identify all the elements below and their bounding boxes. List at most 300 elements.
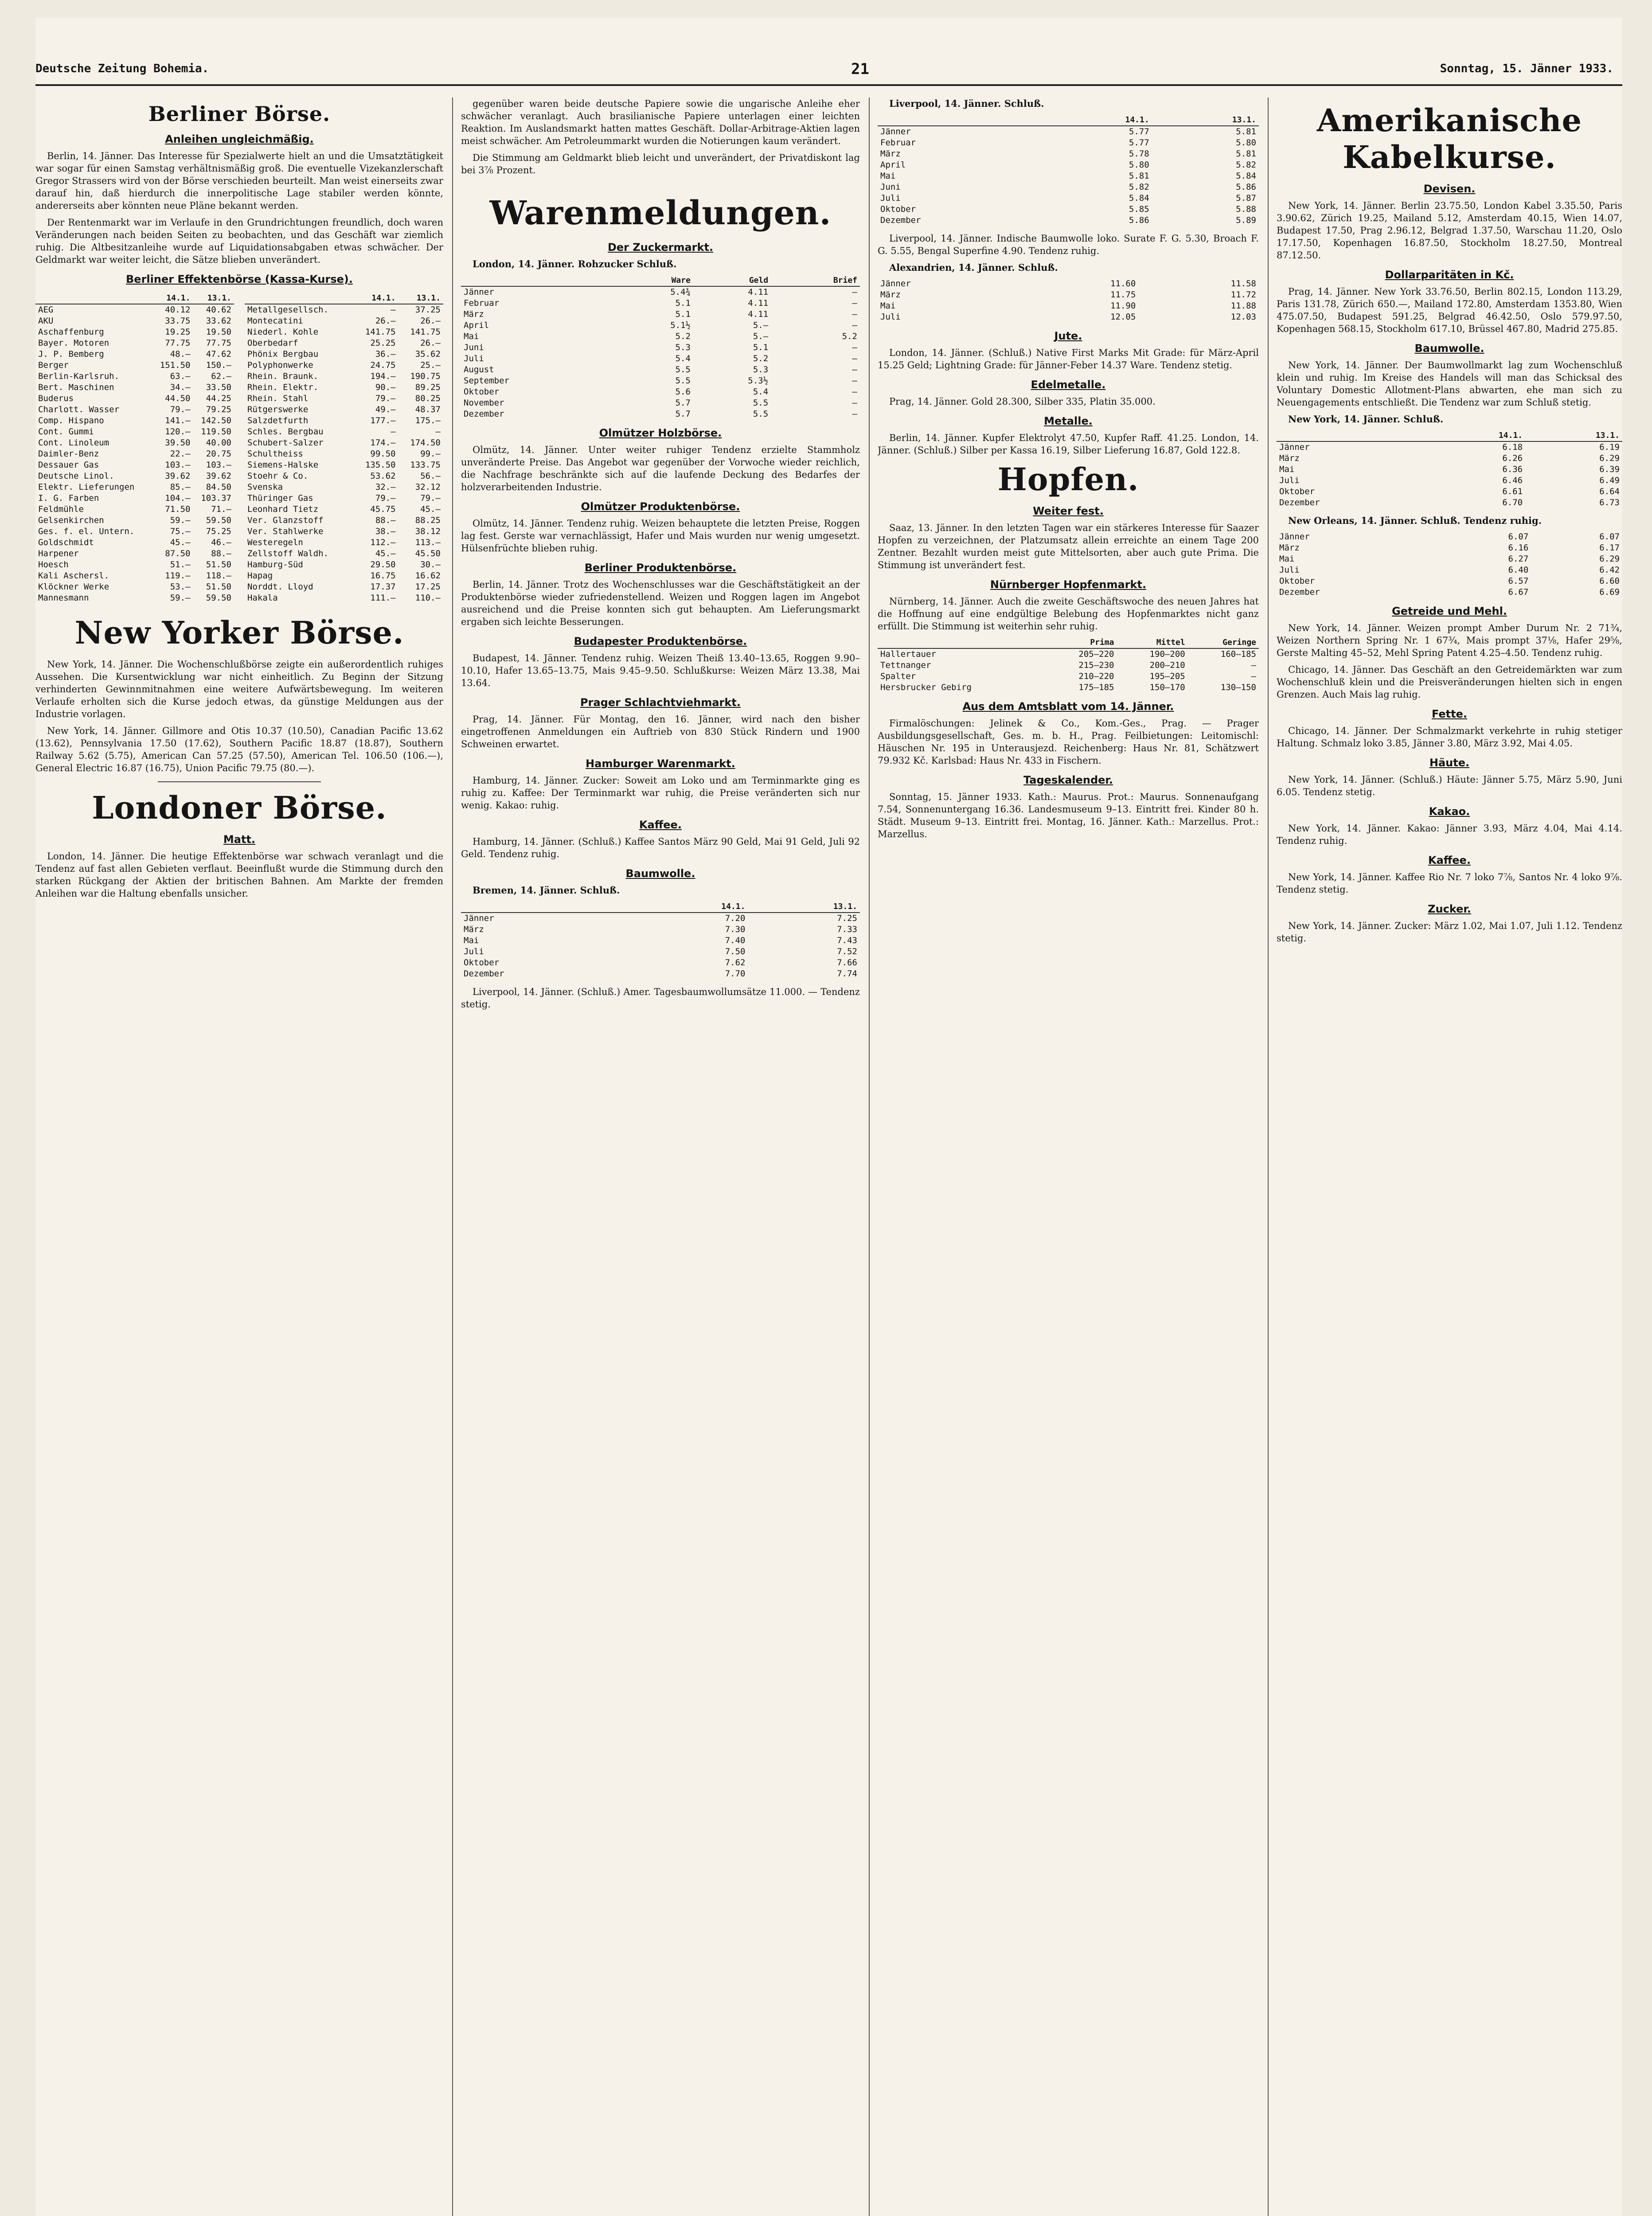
- article-paragraph: Sonntag, 15. Jänner 1933. Kath.: Maurus. Prot.: Maurus. Sonnenaufgang 7.54, Sonnenuntergang 16.36. Landesmuseum 9–13. Eintritt frei. Kinder 80 h. Städt. Museum 9–13. Eintritt frei. Montag, 16. Jänner. Kath.: Marzellus. Prot.: Marzellus.: [878, 792, 1259, 839]
- row-label: Oktober: [880, 204, 916, 214]
- row-label: März: [880, 149, 901, 159]
- row-label: Charlott. Wasser: [38, 405, 120, 414]
- quote-value: 190.75: [410, 371, 441, 381]
- column-header: 13.1.: [1525, 430, 1622, 441]
- newyork-cotton-table: [1277, 430, 1622, 508]
- quote-value: 5.84: [1129, 193, 1149, 203]
- article-paragraph: New York, 14. Jänner. Weizen prompt Amber Durum Nr. 2 71¾, Weizen Northern Spring Nr. 1 67¾, Mais prompt 37⅛, Hafer 29⅝, Gerste Malting 45–52, Mehl Spring Patent 4.25–4.50. Tendenz ruhig.: [1277, 623, 1622, 658]
- column-header: Ware: [616, 275, 693, 286]
- quote-value: 5.1: [675, 298, 691, 308]
- quote-value: 25.25: [370, 338, 396, 348]
- article-paragraph: Die Stimmung am Geldmarkt blieb leicht und unverändert, der Privatdiskont lag bei 3⅞ Prozent.: [461, 152, 860, 176]
- table-row: [461, 286, 860, 298]
- quote-value: 104.—: [165, 493, 191, 503]
- row-label: J. P. Bemberg: [38, 349, 104, 359]
- quote-value: 5.2: [842, 332, 857, 341]
- quote-value: 5.6: [675, 387, 691, 397]
- article-paragraph: Prag, 14. Jänner. Gold 28.300, Silber 335, Platin 35.000.: [889, 396, 1156, 407]
- article-paragraph: Hamburg, 14. Jänner. Zucker: Soweit am Loko und am Terminmarkte ging es ruhig zu. Kaffee: Der Terminmarkt war ruhig, die Preise veränderten sich nur wenig. Kakao: ruhig.: [461, 775, 860, 811]
- quote-value: 141.75: [410, 327, 441, 337]
- quote-value: 5.78: [1129, 149, 1149, 159]
- table-row: [35, 338, 234, 349]
- row-label: Ver. Stahlwerke: [247, 527, 324, 536]
- row-label: Cont. Gummi: [38, 427, 94, 437]
- quote-value: 200–210: [1149, 660, 1185, 670]
- table-row: [245, 515, 443, 526]
- table-row: [245, 349, 443, 360]
- column-header: Geringe: [1188, 637, 1259, 648]
- row-label: Aschaffenburg: [38, 327, 104, 337]
- article-paragraph: Saaz, 13. Jänner. In den letzten Tagen war ein stärkeres Interesse für Saazer Hopfen zu verzeichnen, der Platzumsatz allein erreichte an einem Tage 200 Zentner. Bezahlt wurden meist gute Mittelsorten, aber auch gute Prima. Die Stimmung ist unverändert fest.: [878, 523, 1259, 570]
- quote-value: 7.25: [837, 913, 857, 923]
- row-label: Mai: [464, 332, 479, 341]
- table-row: [35, 504, 234, 515]
- row-label: Juli: [1279, 476, 1300, 485]
- article-paragraph: New York, 14. Jänner. Kaffee Rio Nr. 7 loko 7⅞, Santos Nr. 4 loko 9⅞. Tendenz stetig.: [1277, 872, 1622, 895]
- row-label: Klöckner Werke: [38, 582, 109, 592]
- market-lead: New Orleans, 14. Jänner. Schluß. Tendenz ruhig.: [1288, 515, 1542, 526]
- table-row: [35, 415, 234, 426]
- article-paragraph: Olmütz, 14. Jänner. Unter weiter ruhiger Tendenz erzielte Stammholz unveränderte Preise. Das Angebot war gegenüber der Vorwoche wieder reichlich, die Nachfrage beschränkte sich auf die laufende Deckung des Bedarfes der holzverarbeitenden Industrie.: [461, 445, 860, 492]
- quote-value: 119.—: [165, 571, 191, 581]
- row-label: Schubert-Salzer: [247, 438, 324, 448]
- row-label: Oktober: [1279, 576, 1315, 586]
- quote-value: 111.—: [370, 593, 396, 603]
- budapest-title: Budapester Produktenbörse.: [574, 635, 747, 648]
- quote-value: 6.73: [1599, 498, 1620, 507]
- row-label: Februar: [464, 298, 500, 308]
- table-row: [35, 570, 234, 581]
- table-row: [245, 559, 443, 570]
- quote-value: 120.—: [165, 427, 191, 437]
- quote-value: 85.—: [170, 482, 191, 492]
- quote-value: 5.77: [1129, 127, 1149, 137]
- quote-value: 88.—: [211, 549, 231, 558]
- quote-value: 5.86: [1129, 215, 1149, 225]
- quote-value: 6.07: [1599, 532, 1620, 542]
- row-label: Gelsenkirchen: [38, 515, 104, 525]
- row-label: Westeregeln: [247, 538, 303, 547]
- quote-value: 6.18: [1502, 442, 1523, 452]
- quote-value: 112.—: [370, 538, 396, 547]
- quote-value: 5.—: [753, 332, 769, 341]
- table-row: [245, 548, 443, 559]
- row-label: Dezember: [464, 409, 504, 419]
- quote-value: 103.—: [206, 460, 231, 470]
- row-label: Rhein. Elektr.: [247, 382, 319, 392]
- row-label: März: [464, 309, 484, 319]
- table-row: [245, 338, 443, 349]
- article-paragraph: New York, 14. Jänner. Berlin 23.75.50, London Kabel 3.35.50, Paris 3.90.62, Zürich 19.25, Mailand 5.12, Amsterdam 40.15, Wien 14.07, Budapest 17.50, Prag 2.96.12, Belgrad 1.37.50, Warschau 11.20, Oslo 17.17.50, Kopenhagen 16.87.50, Stockholm 18.27.50, Montreal 87.12.50.: [1277, 200, 1622, 261]
- table-row: [878, 312, 1259, 323]
- quote-value: 80.25: [415, 394, 441, 403]
- column-rule: [452, 98, 453, 2216]
- quote-value: 175.—: [415, 416, 441, 425]
- alexandrien-table: [878, 278, 1259, 323]
- article-paragraph: New York, 14. Jänner. Die Wochenschlußbörse zeigte ein außerordentlich ruhiges Aussehen. Die Kursentwicklung war nicht einheitlich. Zu Beginn der Sitzung verhinderten Gewinnmitnahmen eine weitere Aufwärtsbewegung. Im weiteren Verlaufe erholten sich die Kurse jedoch etwas, da günstige Meldungen aus der Industrie vorlagen.: [35, 659, 443, 719]
- row-label: Dezember: [464, 969, 504, 979]
- row-label: Schles. Bergbau: [247, 427, 324, 437]
- table-row: [245, 404, 443, 415]
- table-row: [461, 386, 860, 398]
- quote-value: 30.—: [420, 560, 441, 570]
- row-label: Jänner: [464, 913, 494, 923]
- article-paragraph: Berlin, 14. Jänner. Das Interesse für Spezialwerte hielt an und die Umsatztätigkeit war sogar für einen Samstag verhältnismäßig groß. Die eventuelle Vizekanzlerschaft Gregor Strassers wird von der Börse verschieden beurteilt. Man weist einerseits zwar darauf hin, daß hierdurch die innerpolitische Lage stabiler werden könnte, andererseits aber könnten neue Pläne bekannt werden.: [35, 151, 443, 211]
- quote-value: 110.—: [415, 593, 441, 603]
- quote-value: 59.—: [170, 515, 191, 525]
- row-label: Jänner: [880, 279, 911, 289]
- quote-value: 26.—: [375, 316, 396, 326]
- quote-value: 6.29: [1599, 453, 1620, 463]
- table-row: [35, 559, 234, 570]
- quote-value: 5.3: [675, 343, 691, 352]
- quote-value: 6.57: [1508, 576, 1529, 586]
- quote-value: 5.5: [675, 365, 691, 375]
- quote-value: 34.—: [170, 382, 191, 392]
- article-paragraph: Nürnberg, 14. Jänner. Auch die zweite Geschäftswoche des neuen Jahres hat die Hoffnung auf eine endgültige Belebung des Hopfenmarktes nicht ganz erfüllt. Die Stimmung ist weiterhin sehr ruhig.: [878, 596, 1259, 632]
- row-label: Deutsche Linol.: [38, 471, 114, 481]
- column-header: Prima: [1046, 637, 1117, 648]
- quote-value: 84.50: [206, 482, 231, 492]
- quote-value: 16.75: [370, 571, 396, 581]
- quote-value: 48.—: [170, 349, 191, 359]
- quote-value: 5.89: [1236, 215, 1256, 225]
- quote-value: 130–150: [1220, 683, 1256, 692]
- article-paragraph: Berlin, 14. Jänner. Kupfer Elektrolyt 47.50, Kupfer Raff. 41.25. London, 14. Jänner. (Schluß.) Silber per Kassa 16.19, Silber Lieferung 16.87, Gold 122.8.: [878, 433, 1259, 456]
- row-label: Juli: [464, 947, 484, 956]
- quote-value: 46.—: [211, 538, 231, 547]
- quote-value: —: [1251, 671, 1256, 681]
- table-row: [245, 426, 443, 437]
- quote-value: 5.1: [675, 309, 691, 319]
- quote-value: 5.80: [1129, 160, 1149, 170]
- quote-value: 5.80: [1236, 138, 1256, 148]
- table-row: [1277, 464, 1622, 475]
- hamburg-title: Hamburger Warenmarkt.: [586, 757, 735, 770]
- quote-value: 5.4: [675, 354, 691, 363]
- quote-value: 6.07: [1508, 532, 1529, 542]
- row-label: AEG: [38, 305, 54, 315]
- table-row: [878, 193, 1259, 204]
- table-row: [245, 526, 443, 537]
- article-paragraph: New York, 14. Jänner. Kakao: Jänner 3.93, März 4.04, Mai 4.14. Tendenz ruhig.: [1277, 823, 1622, 846]
- table-row: [35, 537, 234, 548]
- quote-value: 32.12: [415, 482, 441, 492]
- row-label: Siemens-Halske: [247, 460, 319, 470]
- quote-value: 51.50: [206, 560, 231, 570]
- article-paragraph: New York, 14. Jänner. Gillmore and Otis 10.37 (10.50), Canadian Pacific 13.62 (13.62), Pennsylvania 17.50 (17.62), Southern Pacific 18.87 (18.87), Southern Railway 5.62 (5.75), American Can 57.25 (57.50), American Tel. 106.50 (106.—), General Electric 16.87 (16.75), Union Pacific 79.75 (80.—).: [35, 726, 443, 773]
- getreide-title: Getreide und Mehl.: [1392, 605, 1507, 617]
- table-row: [461, 935, 860, 946]
- newspaper-name: Deutsche Zeitung Bohemia.: [35, 62, 209, 75]
- quote-value: 7.40: [725, 936, 746, 945]
- page-number: 21: [851, 60, 869, 78]
- row-label: Oktober: [464, 387, 500, 397]
- quote-value: 53.62: [370, 471, 396, 481]
- table-row: [245, 537, 443, 548]
- table-row: [878, 160, 1259, 171]
- row-label: Mai: [464, 936, 479, 945]
- quote-value: 19.25: [165, 327, 191, 337]
- quote-value: 5.4: [753, 387, 769, 397]
- row-label: Rhein. Stahl: [247, 394, 309, 403]
- table-row: [461, 968, 860, 979]
- row-label: I. G. Farben: [38, 493, 99, 503]
- fette-title: Fette.: [1431, 708, 1468, 720]
- column-header: 13.1.: [193, 293, 234, 304]
- quote-value: 5.81: [1129, 171, 1149, 181]
- quote-value: 51.50: [206, 582, 231, 592]
- quote-value: 5.85: [1129, 204, 1149, 214]
- article-paragraph: Prag, 14. Jänner. New York 33.76.50, Berlin 802.15, London 113.29, Paris 131.78, Zürich 650.—, Mailand 172.80, Amsterdam 1353.80, Wien 475.07.50, Budapest 591.25, Belgrad 46.42.50, Oslo 579.97.50, Kopenhagen 568.15, Stockholm 617.10, Brüssel 467.80, Madrid 275.85.: [1277, 286, 1622, 334]
- table-row: [878, 671, 1259, 682]
- dollar-title: Dollarparitäten in Kč.: [1385, 269, 1514, 281]
- quote-value: 119.50: [201, 427, 231, 437]
- quote-value: 48.37: [415, 405, 441, 414]
- london-boerse-title: Londoner Börse.: [92, 789, 387, 826]
- article-paragraph: Chicago, 14. Jänner. Das Geschäft an den Getreidemärkten war zum Wochenschluß klein und die Preisveränderungen hielten sich in engen Grenzen. Auch Mais lag ruhig.: [1277, 664, 1622, 700]
- market-lead: Liverpool, 14. Jänner. Schluß.: [889, 98, 1044, 109]
- table-row: [245, 593, 443, 604]
- newspaper-page: [35, 18, 1622, 2216]
- quote-value: 77.75: [165, 338, 191, 348]
- table-row: [35, 426, 234, 437]
- quote-value: 51.—: [170, 560, 191, 570]
- table-row: [35, 316, 234, 327]
- divider: [158, 781, 321, 782]
- quote-value: 150–170: [1149, 683, 1185, 692]
- quote-value: 5.77: [1129, 138, 1149, 148]
- quote-value: 6.36: [1502, 464, 1523, 474]
- london-boerse-subtitle: Matt.: [223, 833, 256, 846]
- quote-value: 135.50: [365, 460, 396, 470]
- quote-value: 5.3½: [748, 376, 769, 386]
- quote-value: 75.25: [206, 527, 231, 536]
- quote-value: 7.70: [725, 969, 746, 979]
- quote-value: —: [852, 365, 857, 375]
- quote-value: 210–220: [1078, 671, 1114, 681]
- column-header: Geld: [693, 275, 771, 286]
- quote-value: 40.12: [165, 305, 191, 315]
- quote-value: 39.62: [206, 471, 231, 481]
- quote-value: 75.—: [170, 527, 191, 536]
- quote-value: 6.69: [1599, 587, 1620, 597]
- row-label: Comp. Hispano: [38, 416, 104, 425]
- column-4: [1277, 98, 1622, 2216]
- quote-value: 62.—: [211, 371, 231, 381]
- quote-value: 45.—: [375, 549, 396, 558]
- row-label: Rhein. Braunk.: [247, 371, 319, 381]
- column-header: 14.1.: [1428, 430, 1525, 441]
- row-label: Februar: [880, 138, 916, 148]
- quote-value: 190–200: [1149, 649, 1185, 659]
- table-row: [878, 182, 1259, 193]
- quote-value: 77.75: [206, 338, 231, 348]
- quote-value: 5.81: [1236, 127, 1256, 137]
- quote-value: 5.5: [675, 376, 691, 386]
- quote-value: 33.50: [206, 382, 231, 392]
- table-row: [245, 371, 443, 382]
- quote-value: 6.42: [1599, 565, 1620, 575]
- row-label: Polyphonwerke: [247, 360, 313, 370]
- table-row: [461, 364, 860, 375]
- table-row: [461, 924, 860, 935]
- quote-value: 141.—: [165, 416, 191, 425]
- quote-value: 7.52: [837, 947, 857, 956]
- quote-value: 142.50: [201, 416, 231, 425]
- table-row: [35, 437, 234, 449]
- quote-value: 6.27: [1508, 554, 1529, 564]
- table-row: [35, 371, 234, 382]
- column-header: Brief: [771, 275, 860, 286]
- quote-value: —: [852, 387, 857, 397]
- quote-value: 11.60: [1110, 279, 1136, 289]
- liverpool-table: [878, 114, 1259, 226]
- row-label: Bert. Maschinen: [38, 382, 114, 392]
- row-label: Spalter: [880, 671, 916, 681]
- table-row: [245, 471, 443, 482]
- article-paragraph: New York, 14. Jänner. (Schluß.) Häute: Jänner 5.75, März 5.90, Juni 6.05. Tendenz stetig.: [1277, 774, 1622, 797]
- table-row: [461, 342, 860, 353]
- market-lead: Alexandrien, 14. Jänner. Schluß.: [889, 262, 1058, 273]
- table-row: [1277, 453, 1622, 464]
- table-row: [245, 382, 443, 393]
- quote-value: 79.—: [375, 493, 396, 503]
- quote-value: 40.62: [206, 305, 231, 315]
- column-header: [878, 114, 1045, 126]
- row-label: Mai: [880, 301, 896, 311]
- table-row: [878, 171, 1259, 182]
- quote-value: 5.88: [1236, 204, 1256, 214]
- article-paragraph: New York, 14. Jänner. Zucker: März 1.02, Mai 1.07, Juli 1.12. Tendenz stetig.: [1277, 921, 1622, 944]
- effekten-table-right: [245, 293, 443, 604]
- tageskalender-title: Tageskalender.: [1023, 774, 1113, 786]
- row-label: Mannesmann: [38, 593, 89, 603]
- quote-value: 11.88: [1230, 301, 1256, 311]
- quote-value: —: [1251, 660, 1256, 670]
- quote-value: 24.75: [370, 360, 396, 370]
- row-label: Daimler-Benz: [38, 449, 99, 459]
- quote-value: 160–185: [1220, 649, 1256, 659]
- table-row: [878, 648, 1259, 660]
- prag-vieh-title: Prager Schlachtviehmarkt.: [580, 696, 741, 709]
- quote-value: 7.43: [837, 936, 857, 945]
- row-label: Mai: [1279, 554, 1295, 564]
- quote-value: —: [852, 354, 857, 363]
- quote-value: 19.50: [206, 327, 231, 337]
- quote-value: 177.—: [370, 416, 396, 425]
- quote-value: 71.50: [165, 504, 191, 514]
- table-row: [245, 504, 443, 515]
- quote-value: 38.12: [415, 527, 441, 536]
- quote-value: —: [391, 427, 396, 437]
- quote-value: 22.—: [170, 449, 191, 459]
- quote-value: 79.25: [206, 405, 231, 414]
- quote-value: 6.49: [1599, 476, 1620, 485]
- quote-value: 44.50: [165, 394, 191, 403]
- row-label: Schultheiss: [247, 449, 303, 459]
- row-label: April: [464, 320, 489, 330]
- quote-value: 5.3: [753, 365, 769, 375]
- edelmetalle-title: Edelmetalle.: [1031, 378, 1106, 391]
- quote-value: 5.86: [1236, 182, 1256, 192]
- row-label: Hakala: [247, 593, 278, 603]
- quote-value: 5.4¾: [670, 287, 691, 297]
- table-row: [461, 409, 860, 420]
- quote-value: 16.62: [415, 571, 441, 581]
- neworleans-cotton-table: [1277, 531, 1622, 598]
- quote-value: 5.7: [675, 409, 691, 419]
- table-row: [461, 309, 860, 320]
- quote-value: 11.72: [1230, 290, 1256, 300]
- table-row: [461, 913, 860, 924]
- table-row: [245, 449, 443, 460]
- table-row: [35, 482, 234, 493]
- column-header: [35, 293, 152, 304]
- quote-value: 6.26: [1502, 453, 1523, 463]
- quote-value: —: [852, 320, 857, 330]
- quote-value: 40.00: [206, 438, 231, 448]
- table-row: [35, 493, 234, 504]
- quote-value: —: [852, 409, 857, 419]
- quote-value: 7.62: [725, 958, 746, 968]
- quote-value: 6.17: [1599, 543, 1620, 553]
- column-header: 13.1.: [1152, 114, 1259, 126]
- table-row: [245, 415, 443, 426]
- table-row: [35, 404, 234, 415]
- table-row: [1277, 576, 1622, 587]
- row-label: Rütgerswerke: [247, 405, 309, 414]
- market-lead: New York, 14. Jänner. Schluß.: [1288, 414, 1444, 425]
- quote-value: 26.—: [420, 338, 441, 348]
- quote-value: 53.—: [170, 582, 191, 592]
- table-row: [461, 946, 860, 957]
- quote-value: 5.1½: [670, 320, 691, 330]
- article-paragraph: London, 14. Jänner. (Schluß.) Native First Marks Mit Grade: für März-April 15.25 Geld; Lightning Grade: für Jänner-Feber 14.37 Ware. Tendenz stetig.: [878, 347, 1259, 371]
- jute-title: Jute.: [1054, 330, 1082, 342]
- row-label: Dezember: [880, 215, 921, 225]
- column-header: [245, 293, 353, 304]
- table-row: [35, 593, 234, 604]
- quote-value: 5.—: [753, 320, 769, 330]
- quote-value: 5.84: [1236, 171, 1256, 181]
- row-label: Juli: [1279, 565, 1300, 575]
- row-label: Bayer. Motoren: [38, 338, 109, 348]
- column-header: [878, 637, 1046, 648]
- quote-value: 215–230: [1078, 660, 1114, 670]
- zucker-table: [461, 275, 860, 420]
- table-row: [35, 526, 234, 537]
- quote-value: 151.50: [160, 360, 191, 370]
- table-row: [461, 298, 860, 309]
- quote-value: 45.50: [415, 549, 441, 558]
- row-label: Hamburg-Süd: [247, 560, 303, 570]
- baumwolle-title: Baumwolle.: [1414, 342, 1484, 355]
- row-label: Zellstoff Waldh.: [247, 549, 329, 558]
- row-label: Buderus: [38, 394, 74, 403]
- column-header: [461, 275, 616, 286]
- quote-value: 7.50: [725, 947, 746, 956]
- quote-value: 63.—: [170, 371, 191, 381]
- row-label: Svenska: [247, 482, 283, 492]
- row-label: November: [464, 398, 504, 408]
- table-row: [878, 660, 1259, 671]
- table-row: [35, 393, 234, 404]
- table-row: [35, 515, 234, 526]
- row-label: Phönix Bergbau: [247, 349, 319, 359]
- quote-value: 12.05: [1110, 312, 1136, 322]
- quote-value: 6.16: [1508, 543, 1529, 553]
